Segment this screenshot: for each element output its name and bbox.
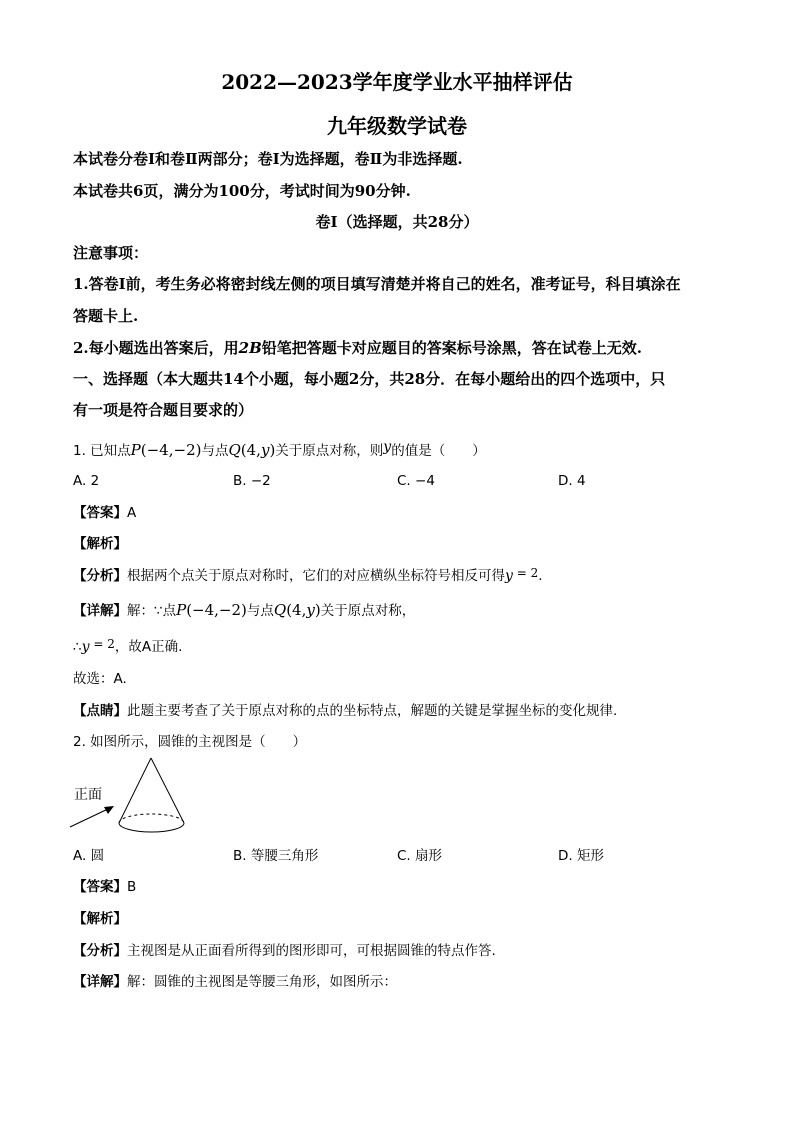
q1-therefore-eq: = 2 [89,637,115,651]
intro-line-1: 本试卷分卷Ⅰ和卷Ⅱ两部分；卷Ⅰ为选择题，卷Ⅱ为非选择题. [73,150,463,168]
front-view-label: 正面 [74,787,102,803]
q1-fenxi [73,566,543,584]
note-1-line-2: 答题卡上. [73,307,139,325]
q1-therefore-symbol: ∴ [73,639,82,655]
q2-fenxi [73,945,496,959]
q1-point-q: Q [228,441,241,459]
q2-xiangjie-label: 【详解】 [73,974,127,990]
q1-point-p-coords: (−4,−2) [140,441,202,459]
cone-base-back [119,814,184,823]
q1-answer-label: 【答案】 [73,505,127,521]
q2-xiangjie [73,976,397,990]
q1-point-q-coords-b: ) [269,441,276,459]
part-1-heading-line-2: 有一项是符合题目要求的） [73,401,254,419]
exam-subtitle: 九年级数学试卷 [327,114,467,138]
notes-title: 注意事项： [73,244,149,262]
q1-point-q-coords-a: (4, [240,441,261,459]
q2-stem: 2. 如图所示，圆锥的主视图是（ ） [73,734,307,750]
q2-answer-label: 【答案】 [73,879,127,895]
q1-xiangjie-q-coords-b: ) [314,601,321,619]
intro-line-2: 本试卷共6页，满分为100分，考试时间为90分钟. [73,182,411,200]
q1-dianjing-text: 此题主要考查了关于原点对称的点的坐标特点，解题的关键是掌握坐标的变化规律. [127,703,618,719]
q2-answer-value: B [127,879,137,895]
cone-right-edge [151,758,184,823]
q1-option-a: A. 2 [73,473,100,489]
q1-option-d: D. 4 [558,473,586,489]
note-1-line-1: 1.答卷Ⅰ前，考生务必将密封线左侧的项目填写清楚并将自己的姓名，准考证号，科目填涂在 [73,275,681,293]
q1-suffix-var: y [383,439,392,455]
exam-title: 2022—2023学年度学业水平抽样评估 [221,70,573,94]
q1-xiangjie-b: 与点 [246,603,274,619]
q1-mid: 与点 [201,443,229,459]
q2-option-c: C. 扇形 [397,848,443,864]
q1-fenxi-label: 【分析】 [73,568,127,584]
cone-left-edge [119,758,151,823]
view-arrow-shaft [70,808,110,827]
note-2-text-b: 铅笔把答题卡对应题目的答案标号涂黑，答在试卷上无效. [261,339,643,357]
q1-xiangjie-p: P [176,601,187,619]
cone-base-front [119,823,184,832]
q1-xiangjie-c: 关于原点对称， [320,603,416,619]
q2-answer [73,881,136,895]
q1-answer [73,507,136,521]
q1-option-c: C. −4 [397,473,435,489]
q1-fenxi-end: . [538,568,543,584]
q1-option-b: B. −2 [233,473,271,489]
q1-dianjing-label: 【点睛】 [73,703,127,719]
q1-fenxi-text: 根据两个点关于原点对称时，它们的对应横纵坐标符号相反可得 [127,568,505,584]
q2-cone-figure [66,756,196,840]
q1-point-p: P [130,441,141,459]
q1-xiangjie-q: Q [273,601,287,619]
note-2 [73,341,642,356]
q1-xiangjie-label: 【详解】 [73,603,127,619]
q1-answer-value: A [127,505,137,521]
note-2-text-a: 2.每小题选出答案后，用 [73,339,239,357]
q1-therefore [73,637,183,655]
q2-fenxi-label: 【分析】 [73,943,127,959]
q1-suffix-b: 的值是（ ） [391,443,486,459]
q1-xiangjie-p-coords: (−4,−2) [186,601,247,619]
q1-xiangjie-q-coords-a: (4, [286,601,307,619]
q1-therefore-var: y [81,639,90,655]
q2-xiangjie-text: 解：圆锥的主视图是等腰三角形，如图所示： [127,974,397,990]
q2-analysis-label: 【解析】 [73,911,127,927]
part-1-heading-line-1: 一、选择题（本大题共14个小题，每小题2分，共28分．在每小题给出的四个选项中，只 [73,370,666,388]
q2-fenxi-text: 主视图是从正面看所得到的图形即可，可根据圆锥的特点作答. [127,943,496,959]
q1-prefix: 1. 已知点 [73,443,131,459]
q1-xiangjie [73,603,415,619]
q1-therefore-text: ，故A正确. [114,639,183,655]
q1-analysis-label: 【解析】 [73,536,127,552]
section-heading: 卷Ⅰ（选择题，共28分） [315,213,479,231]
q1-point-q-y: y [260,441,270,459]
q1-fenxi-var: y [505,568,513,584]
q2-option-a: A. 圆 [73,848,105,864]
q2-option-b: B. 等腰三角形 [233,848,319,864]
note-2-pencil: 2B [238,339,262,357]
q1-fenxi-eq: = 2 [512,566,539,580]
q1-dianjing [73,705,617,719]
q1-choose: 故选：A. [73,671,127,687]
q1-suffix-a: 关于原点对称，则 [275,443,384,459]
q1-xiangjie-a: 解：∵点 [127,603,177,619]
q1-stem [73,439,486,459]
q1-xiangjie-q-y: y [306,601,315,619]
q2-option-d: D. 矩形 [558,848,604,864]
